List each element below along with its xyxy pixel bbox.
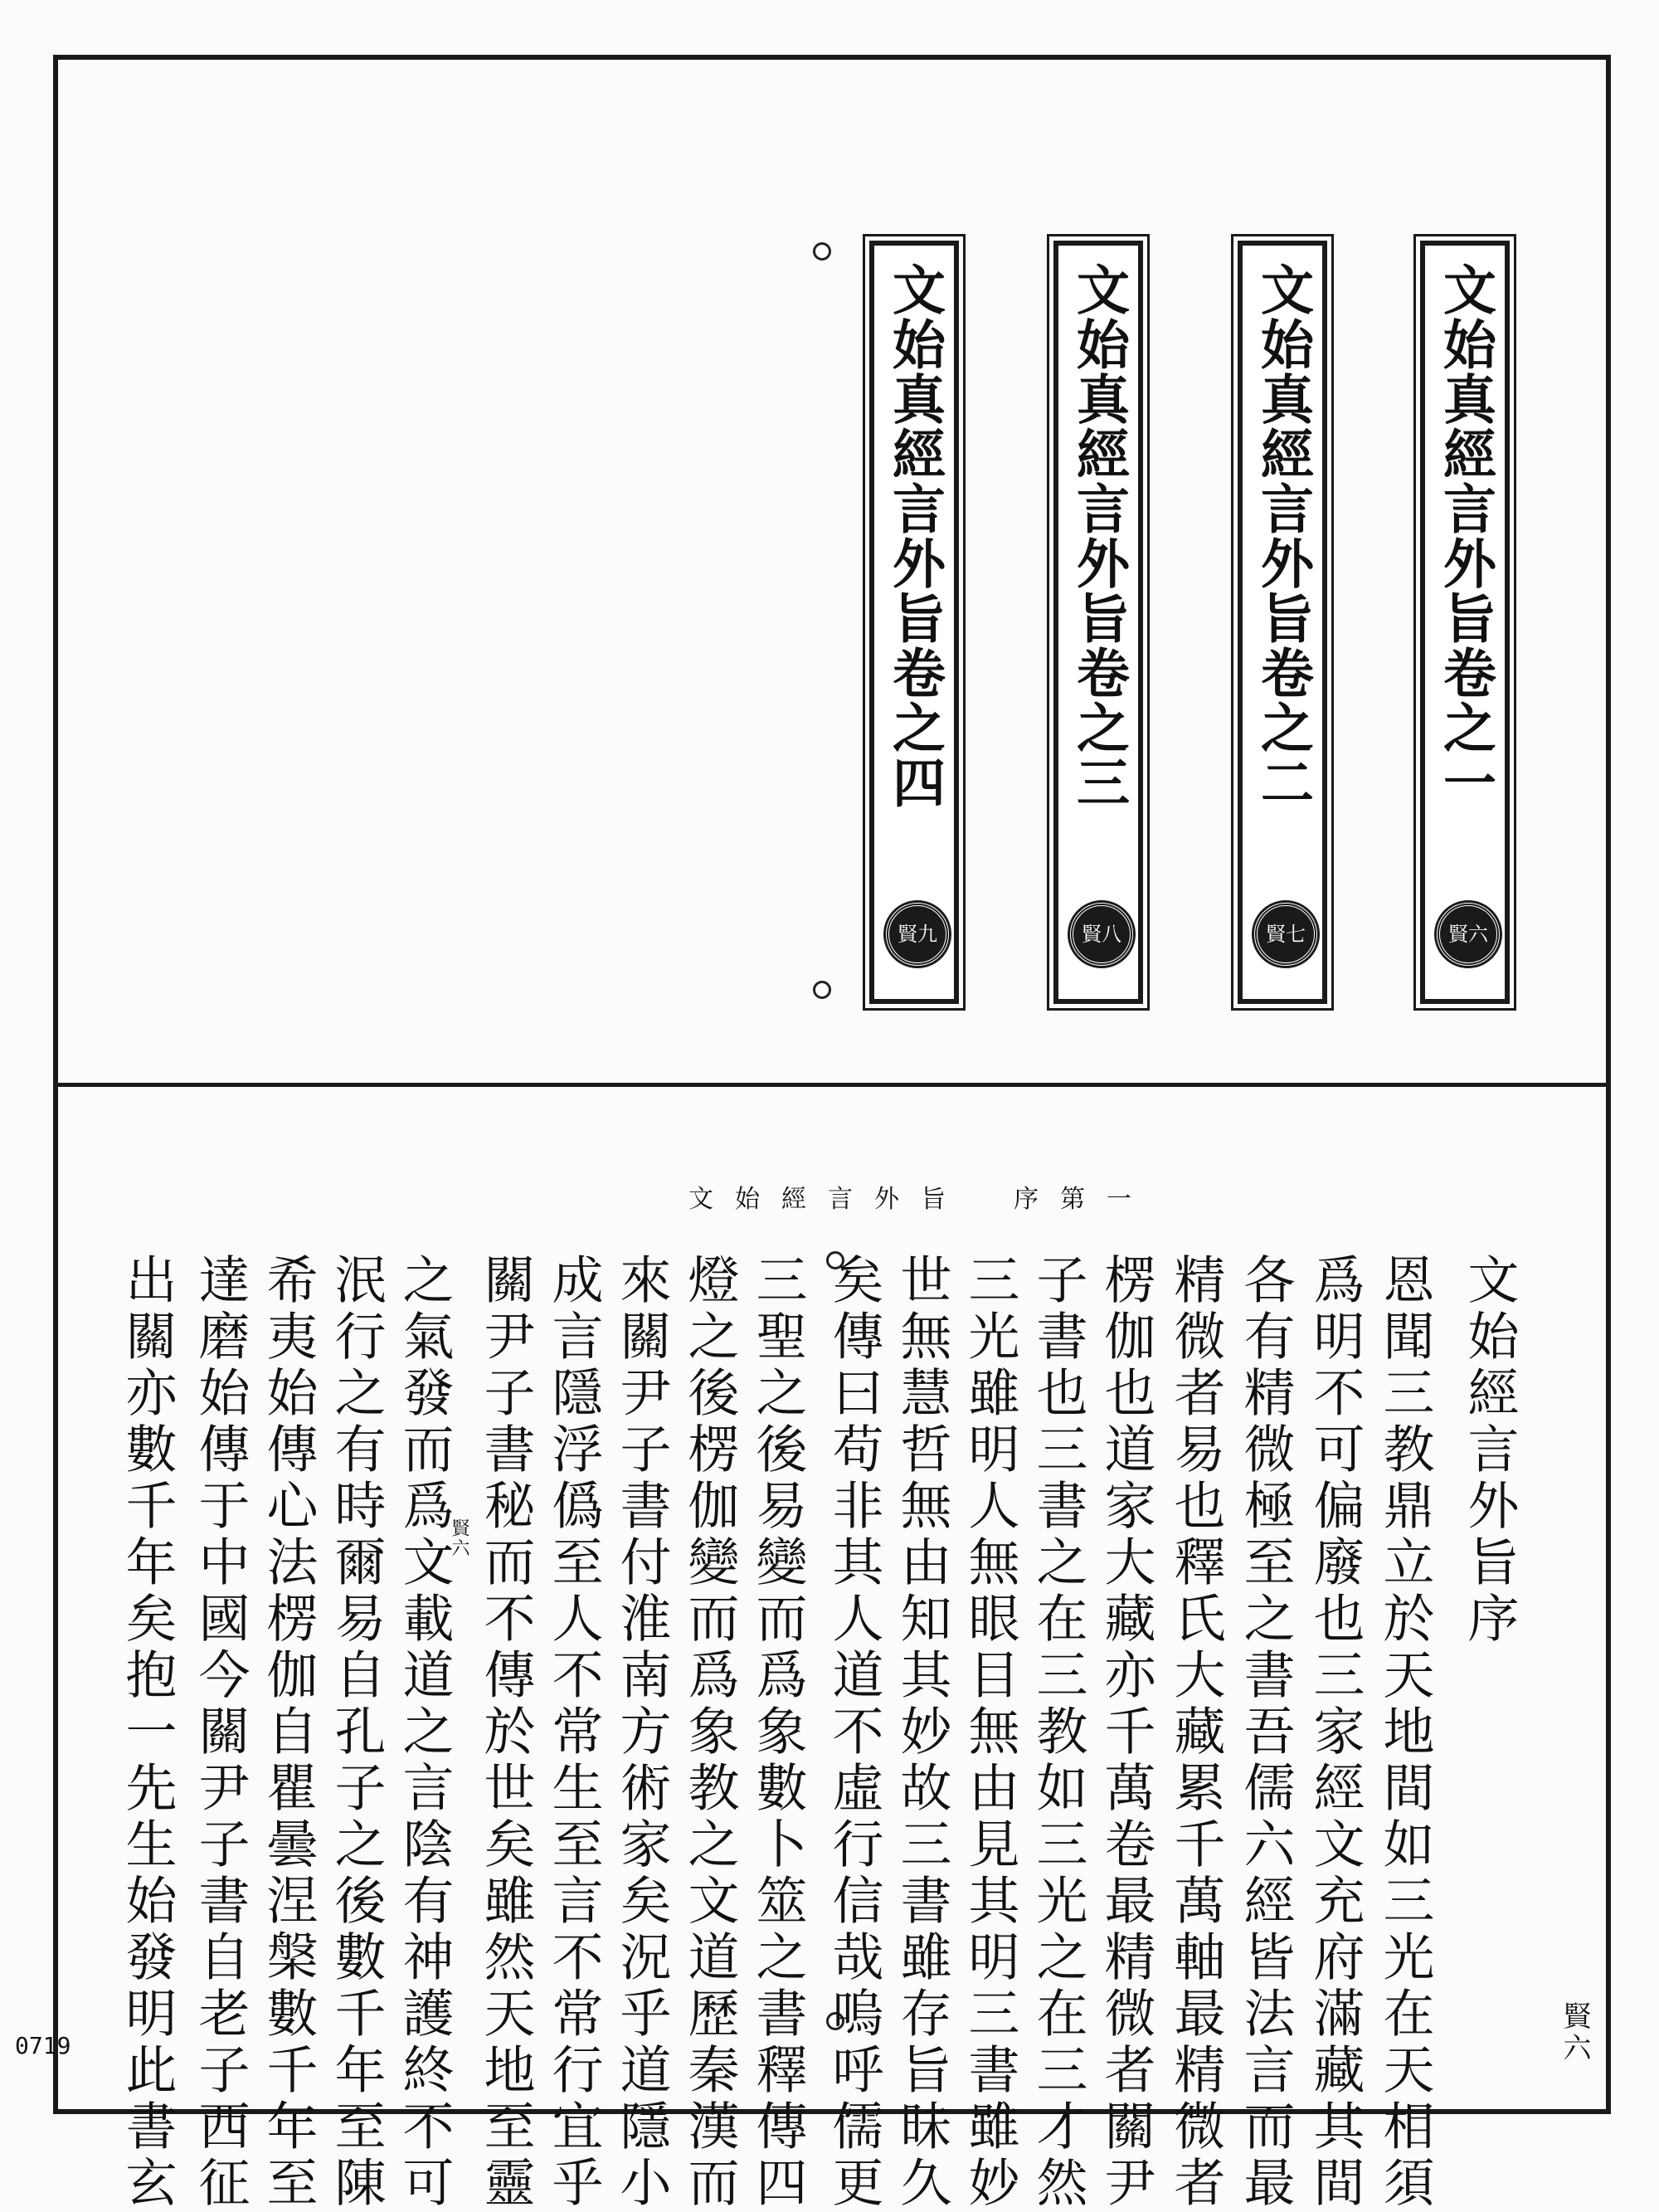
text-column-20: 出關亦數千年矣抱一先生始發明此書玄 (117, 1253, 178, 2212)
text-column-19: 達磨始傳于中國今關尹子書自老子西征 (190, 1253, 251, 2212)
section-divider (53, 1083, 1611, 1087)
text-column-15: 關尹子書秘而不傳於世矣雖然天地至靈 (475, 1253, 536, 2212)
text-column-4: 各有精微極至之書吾儒六經皆法言而最 (1235, 1253, 1296, 2212)
spine-title: 文始真經言外旨卷之三 (1068, 262, 1130, 810)
volume-spine-1 (1420, 241, 1510, 1004)
text-column-7: 子書也三書之在三教如三光之在三才然 (1028, 1253, 1088, 2212)
spine-title: 文始真經言外旨卷之四 (883, 262, 946, 810)
text-column-1: 文始經言外旨序 (1459, 1253, 1520, 1648)
text-column-16: 之氣發而爲文載道之言陰有神護終不可 (394, 1253, 455, 2212)
text-column-18: 希夷始傳心法楞伽自瞿曇涅槃數千年至 (258, 1253, 319, 2212)
binding-hole-middle (813, 981, 831, 999)
inline-volume-mark: 賢六 (449, 1518, 469, 1558)
spine-title: 文始真經言外旨卷之二 (1252, 262, 1314, 810)
page-number: 0719 (15, 2032, 71, 2059)
page-header: 文始經言外旨 序第一 (688, 1185, 1153, 1214)
text-column-13: 來關尹子書付淮南方術家矣況乎道隱小 (611, 1253, 672, 2212)
binding-hole-top (813, 242, 831, 261)
volume-spine-3 (1053, 241, 1143, 1004)
text-column-14: 成言隱浮僞至人不常生至言不常行宜乎 (543, 1253, 604, 2212)
text-column-5: 精微者易也釋氏大藏累千萬軸最精微者 (1165, 1253, 1226, 2212)
seal-stamp: 賢八 (1070, 903, 1133, 966)
text-column-3: 爲明不可偏廢也三家經文充府滿藏其間 (1305, 1253, 1365, 2212)
spine-title: 文始真經言外旨卷之一 (1434, 262, 1496, 810)
text-column-9: 世無慧哲無由知其妙故三書雖存旨昧久 (892, 1253, 952, 2212)
text-column-12: 燈之後楞伽變而爲象教之文道歷秦漢而 (679, 1253, 740, 2212)
volume-mark: 賢六 (1558, 2001, 1591, 2064)
seal-stamp: 賢九 (886, 903, 949, 966)
text-column-8: 三光雖明人無眼目無由見其明三書雖妙 (960, 1253, 1020, 2212)
volume-spine-2 (1238, 241, 1327, 1004)
text-column-17: 泯行之有時爾易自孔子之後數千年至陳 (326, 1253, 387, 2212)
text-column-6: 楞伽也道家大藏亦千萬卷最精微者關尹 (1096, 1253, 1156, 2212)
text-column-2: 恩聞三教鼎立於天地間如三光在天相須 (1374, 1253, 1435, 2212)
seal-stamp: 賢六 (1437, 903, 1500, 966)
text-column-11: 三聖之後易變而爲象數卜筮之書釋傳四 (747, 1253, 808, 2212)
seal-stamp: 賢七 (1254, 903, 1317, 966)
volume-spine-4 (869, 241, 959, 1004)
text-column-10: 矣傳曰苟非其人道不虛行信哉嗚呼儒更 (824, 1253, 884, 2212)
